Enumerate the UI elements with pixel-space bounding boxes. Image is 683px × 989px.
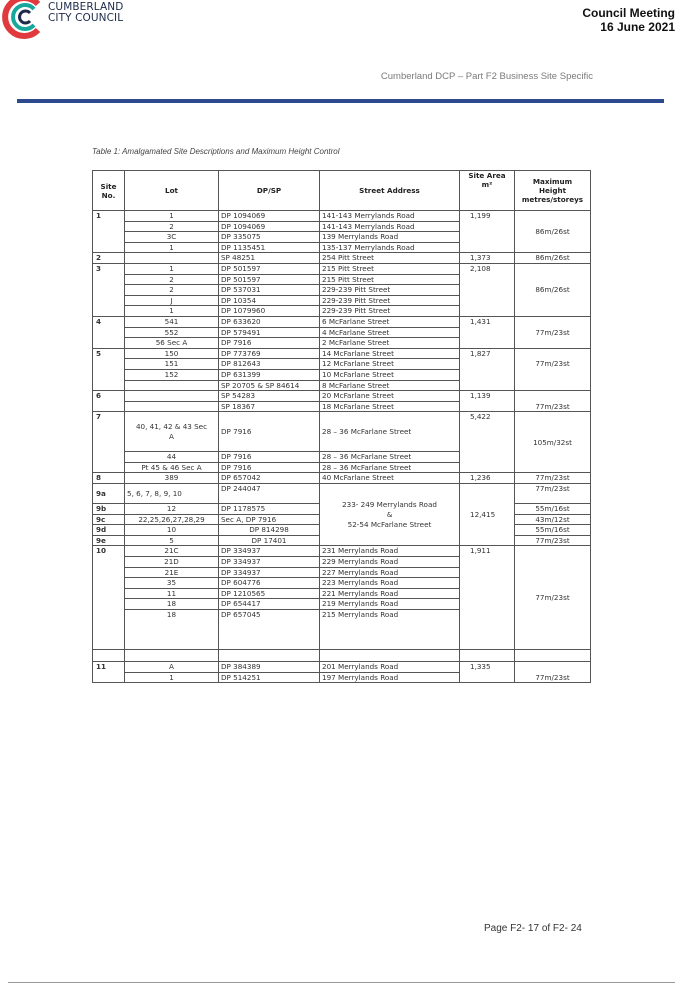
spacer-cell: [219, 650, 320, 662]
meeting-info: [582, 6, 675, 34]
dp-cell: SP 18367: [219, 401, 320, 412]
header-street-address: Street Address: [320, 171, 460, 211]
dp-cell: DP 335075: [219, 232, 320, 243]
dp-cell: DP 501597: [219, 263, 320, 274]
lot-cell: J: [125, 295, 219, 306]
site-number: 5: [93, 348, 125, 390]
lot-cell: 11: [125, 588, 219, 599]
height-cell: 77m/23st: [515, 546, 591, 650]
address-cell: 28 – 36 McFarlane Street: [320, 462, 460, 473]
dp-cell: DP 579491: [219, 327, 320, 338]
dp-cell: DP 10354: [219, 295, 320, 306]
height-cell: 105m/32st: [515, 412, 591, 473]
lot-cell: 1: [125, 306, 219, 317]
site-number: 9e: [93, 535, 125, 546]
height-cell: 43m/12st: [515, 514, 591, 525]
dp-cell: SP 48251: [219, 253, 320, 264]
lot-cell: 21D: [125, 557, 219, 568]
dp-cell: DP 334937: [219, 546, 320, 557]
header-divider: [17, 99, 664, 103]
dp-cell: DP 537031: [219, 285, 320, 296]
address-cell: 18 McFarlane Street: [320, 401, 460, 412]
lot-cell: 56 Sec A: [125, 338, 219, 349]
area-cell: 1,373: [460, 253, 515, 264]
dp-cell: SP 20705 & SP 84614: [219, 380, 320, 391]
dp-cell: DP 7916: [219, 338, 320, 349]
lot-cell: [125, 401, 219, 412]
dp-cell: DP 501597: [219, 274, 320, 285]
area-cell: 12,415: [460, 484, 515, 546]
lot-cell: 2: [125, 221, 219, 232]
lot-cell: 10: [125, 525, 219, 536]
lot-cell: 35: [125, 578, 219, 589]
address-cell: 219 Merrylands Road: [320, 599, 460, 610]
area-cell: 1,139: [460, 391, 515, 412]
area-cell: 1,431: [460, 316, 515, 348]
site-number: 2: [93, 253, 125, 264]
area-cell: 1,335: [460, 662, 515, 683]
lot-cell: 3C: [125, 232, 219, 243]
lot-cell: [125, 391, 219, 402]
site-number: 9c: [93, 514, 125, 525]
site-number: 9d: [93, 525, 125, 536]
height-cell: 86m/26st: [515, 253, 591, 264]
site-table: [92, 170, 591, 683]
lot-cell: 44: [125, 452, 219, 463]
address-cell: 14 McFarlane Street: [320, 348, 460, 359]
lot-cell: 12: [125, 504, 219, 515]
height-cell: 77m/23st: [515, 473, 591, 484]
address-cell: 139 Merrylands Road: [320, 232, 460, 243]
dp-cell: DP 633620: [219, 316, 320, 327]
address-cell: [320, 484, 460, 546]
dp-cell: DP 244047: [219, 484, 320, 504]
address-cell: 229-239 Pitt Street: [320, 295, 460, 306]
address-cell: 254 Pitt Street: [320, 253, 460, 264]
area-cell: 1,236: [460, 473, 515, 484]
dp-cell: DP 1094069: [219, 211, 320, 222]
address-cell: 231 Merrylands Road: [320, 546, 460, 557]
dp-cell: DP 384389: [219, 662, 320, 673]
site-number: 9b: [93, 504, 125, 515]
dp-cell: DP 1210565: [219, 588, 320, 599]
area-cell: 2,108: [460, 263, 515, 316]
address-cell: 227 Merrylands Road: [320, 567, 460, 578]
dp-cell: DP 7916: [219, 412, 320, 452]
header-site-no: Site No.: [93, 171, 125, 211]
spacer-cell: [460, 650, 515, 662]
address-cell: 141-143 Merrylands Road: [320, 211, 460, 222]
site-number: 3: [93, 263, 125, 316]
table-row: [93, 473, 591, 484]
dp-cell: DP 604776: [219, 578, 320, 589]
logo-text: [48, 2, 123, 24]
dp-cell: DP 814298: [219, 525, 320, 536]
lot-cell: 40, 41, 42 & 43 Sec A: [125, 412, 219, 452]
address-cell: 229 Merrylands Road: [320, 557, 460, 568]
logo-line2: CITY COUNCIL: [48, 12, 124, 24]
area-cell: 5,422: [460, 412, 515, 473]
dp-cell: DP 654417: [219, 599, 320, 610]
address-cell: 20 McFarlane Street: [320, 391, 460, 402]
lot-cell: 552: [125, 327, 219, 338]
lot-cell: 389: [125, 473, 219, 484]
address-cell: 229-239 Pitt Street: [320, 285, 460, 296]
council-logo-mark-icon: [0, 0, 46, 40]
table-row: [93, 253, 591, 264]
lot-cell: 18: [125, 599, 219, 610]
height-cell: 77m/23st: [515, 348, 591, 390]
spacer-cell: [515, 650, 591, 662]
lot-cell: 2: [125, 274, 219, 285]
dp-cell: DP 334937: [219, 557, 320, 568]
spacer-cell: [93, 650, 125, 662]
dp-cell: DP 334937: [219, 567, 320, 578]
address-cell: 12 McFarlane Street: [320, 359, 460, 370]
address-cell: 215 Pitt Street: [320, 274, 460, 285]
address-cell: 2 McFarlane Street: [320, 338, 460, 349]
dp-cell: DP 631399: [219, 369, 320, 380]
height-cell: 86m/26st: [515, 211, 591, 253]
dp-cell: DP 514251: [219, 672, 320, 683]
lot-cell: 152: [125, 369, 219, 380]
height-cell: 77m/23st: [515, 535, 591, 546]
table-row: [93, 348, 591, 359]
height-cell: 55m/16st: [515, 504, 591, 515]
address-cell: 40 McFarlane Street: [320, 473, 460, 484]
dp-cell: DP 773769: [219, 348, 320, 359]
dp-cell: DP 657045: [219, 610, 320, 650]
area-cell: 1,911: [460, 546, 515, 650]
meeting-title: Council Meeting: [582, 6, 675, 20]
dp-cell: Sec A, DP 7916: [219, 514, 320, 525]
address-cell: 4 McFarlane Street: [320, 327, 460, 338]
table-row: [93, 263, 591, 274]
lot-cell: 5, 6, 7, 8, 9, 10: [125, 484, 219, 504]
logo-line1: CUMBERLAND: [48, 1, 124, 13]
address-cell: 10 McFarlane Street: [320, 369, 460, 380]
address-cell: 215 Pitt Street: [320, 263, 460, 274]
height-cell: 77m/23st: [515, 662, 591, 683]
address-cell: 215 Merrylands Road: [320, 610, 460, 650]
site-number: 7: [93, 412, 125, 473]
lot-cell: 1: [125, 672, 219, 683]
area-cell: 1,199: [460, 211, 515, 253]
address-line: 233- 249 Merrylands Road: [342, 500, 437, 510]
dp-cell: SP 54283: [219, 391, 320, 402]
address-cell: 201 Merrylands Road: [320, 662, 460, 673]
height-cell: 77m/23st: [515, 316, 591, 348]
table-row: [93, 316, 591, 327]
site-number: 8: [93, 473, 125, 484]
header-max-height: Maximum Height metres/storeys: [515, 171, 591, 211]
address-cell: 197 Merrylands Road: [320, 672, 460, 683]
table-spacer-row: [93, 650, 591, 662]
site-number: 10: [93, 546, 125, 650]
header-site-area: Site Area m²: [460, 171, 515, 211]
lot-cell: A: [125, 662, 219, 673]
address-cell: 28 – 36 McFarlane Street: [320, 452, 460, 463]
dp-cell: DP 1079960: [219, 306, 320, 317]
lot-cell: 151: [125, 359, 219, 370]
lot-cell: 541: [125, 316, 219, 327]
dp-cell: DP 1178575: [219, 504, 320, 515]
lot-cell: [125, 380, 219, 391]
lot-cell: [125, 253, 219, 264]
lot-cell: 18: [125, 610, 219, 650]
site-number: 9a: [93, 484, 125, 504]
header-lot: Lot: [125, 171, 219, 211]
spacer-cell: [320, 650, 460, 662]
site-number: 1: [93, 211, 125, 253]
table-row: [93, 412, 591, 452]
dp-cell: DP 7916: [219, 462, 320, 473]
lot-cell: 150: [125, 348, 219, 359]
table-row: [93, 211, 591, 222]
address-line: &: [386, 509, 393, 519]
footer-divider: [8, 982, 675, 983]
table-row: [93, 546, 591, 557]
height-cell: 77m/23st: [515, 484, 591, 504]
dp-cell: DP 7916: [219, 452, 320, 463]
council-logo: [0, 0, 140, 44]
dp-cell: DP 1135451: [219, 242, 320, 253]
meeting-date: 16 June 2021: [600, 20, 675, 34]
lot-cell: 1: [125, 263, 219, 274]
height-cell: 86m/26st: [515, 263, 591, 316]
spacer-cell: [125, 650, 219, 662]
table-header-row: [93, 171, 591, 211]
lot-cell: 1: [125, 242, 219, 253]
address-cell: 221 Merrylands Road: [320, 588, 460, 599]
lot-cell: 2: [125, 285, 219, 296]
dp-cell: DP 1094069: [219, 221, 320, 232]
table-row: [93, 662, 591, 673]
address-cell: 223 Merrylands Road: [320, 578, 460, 589]
site-number: 11: [93, 662, 125, 683]
lot-cell: Pt 45 & 46 Sec A: [125, 462, 219, 473]
address-cell: 28 – 36 McFarlane Street: [320, 412, 460, 452]
lot-cell: 21E: [125, 567, 219, 578]
address-cell: 8 McFarlane Street: [320, 380, 460, 391]
address-cell: 141-143 Merrylands Road: [320, 221, 460, 232]
lot-cell: 5: [125, 535, 219, 546]
table-row: [93, 484, 591, 504]
site-number: 6: [93, 391, 125, 412]
page-number: Page F2- 17 of F2- 24: [484, 923, 582, 934]
height-cell: 77m/23st: [515, 391, 591, 412]
address-line: 52-54 McFarlane Street: [347, 519, 432, 529]
site-number: 4: [93, 316, 125, 348]
height-cell: 55m/16st: [515, 525, 591, 536]
dp-cell: DP 812643: [219, 359, 320, 370]
header-dp-sp: DP/SP: [219, 171, 320, 211]
lot-cell: 1: [125, 211, 219, 222]
table-row: [93, 391, 591, 402]
lot-cell: 21C: [125, 546, 219, 557]
address-cell: 135-137 Merrylands Road: [320, 242, 460, 253]
lot-cell: 22,25,26,27,28,29: [125, 514, 219, 525]
dp-cell: DP 17401: [219, 535, 320, 546]
address-cell: 229-239 Pitt Street: [320, 306, 460, 317]
area-cell: 1,827: [460, 348, 515, 390]
dp-cell: DP 657042: [219, 473, 320, 484]
document-section-title: Cumberland DCP – Part F2 Business Site Specific: [380, 71, 593, 82]
table-caption: Table 1: Amalgamated Site Descriptions and Maximum Height Control: [92, 147, 340, 156]
address-cell: 6 McFarlane Street: [320, 316, 460, 327]
